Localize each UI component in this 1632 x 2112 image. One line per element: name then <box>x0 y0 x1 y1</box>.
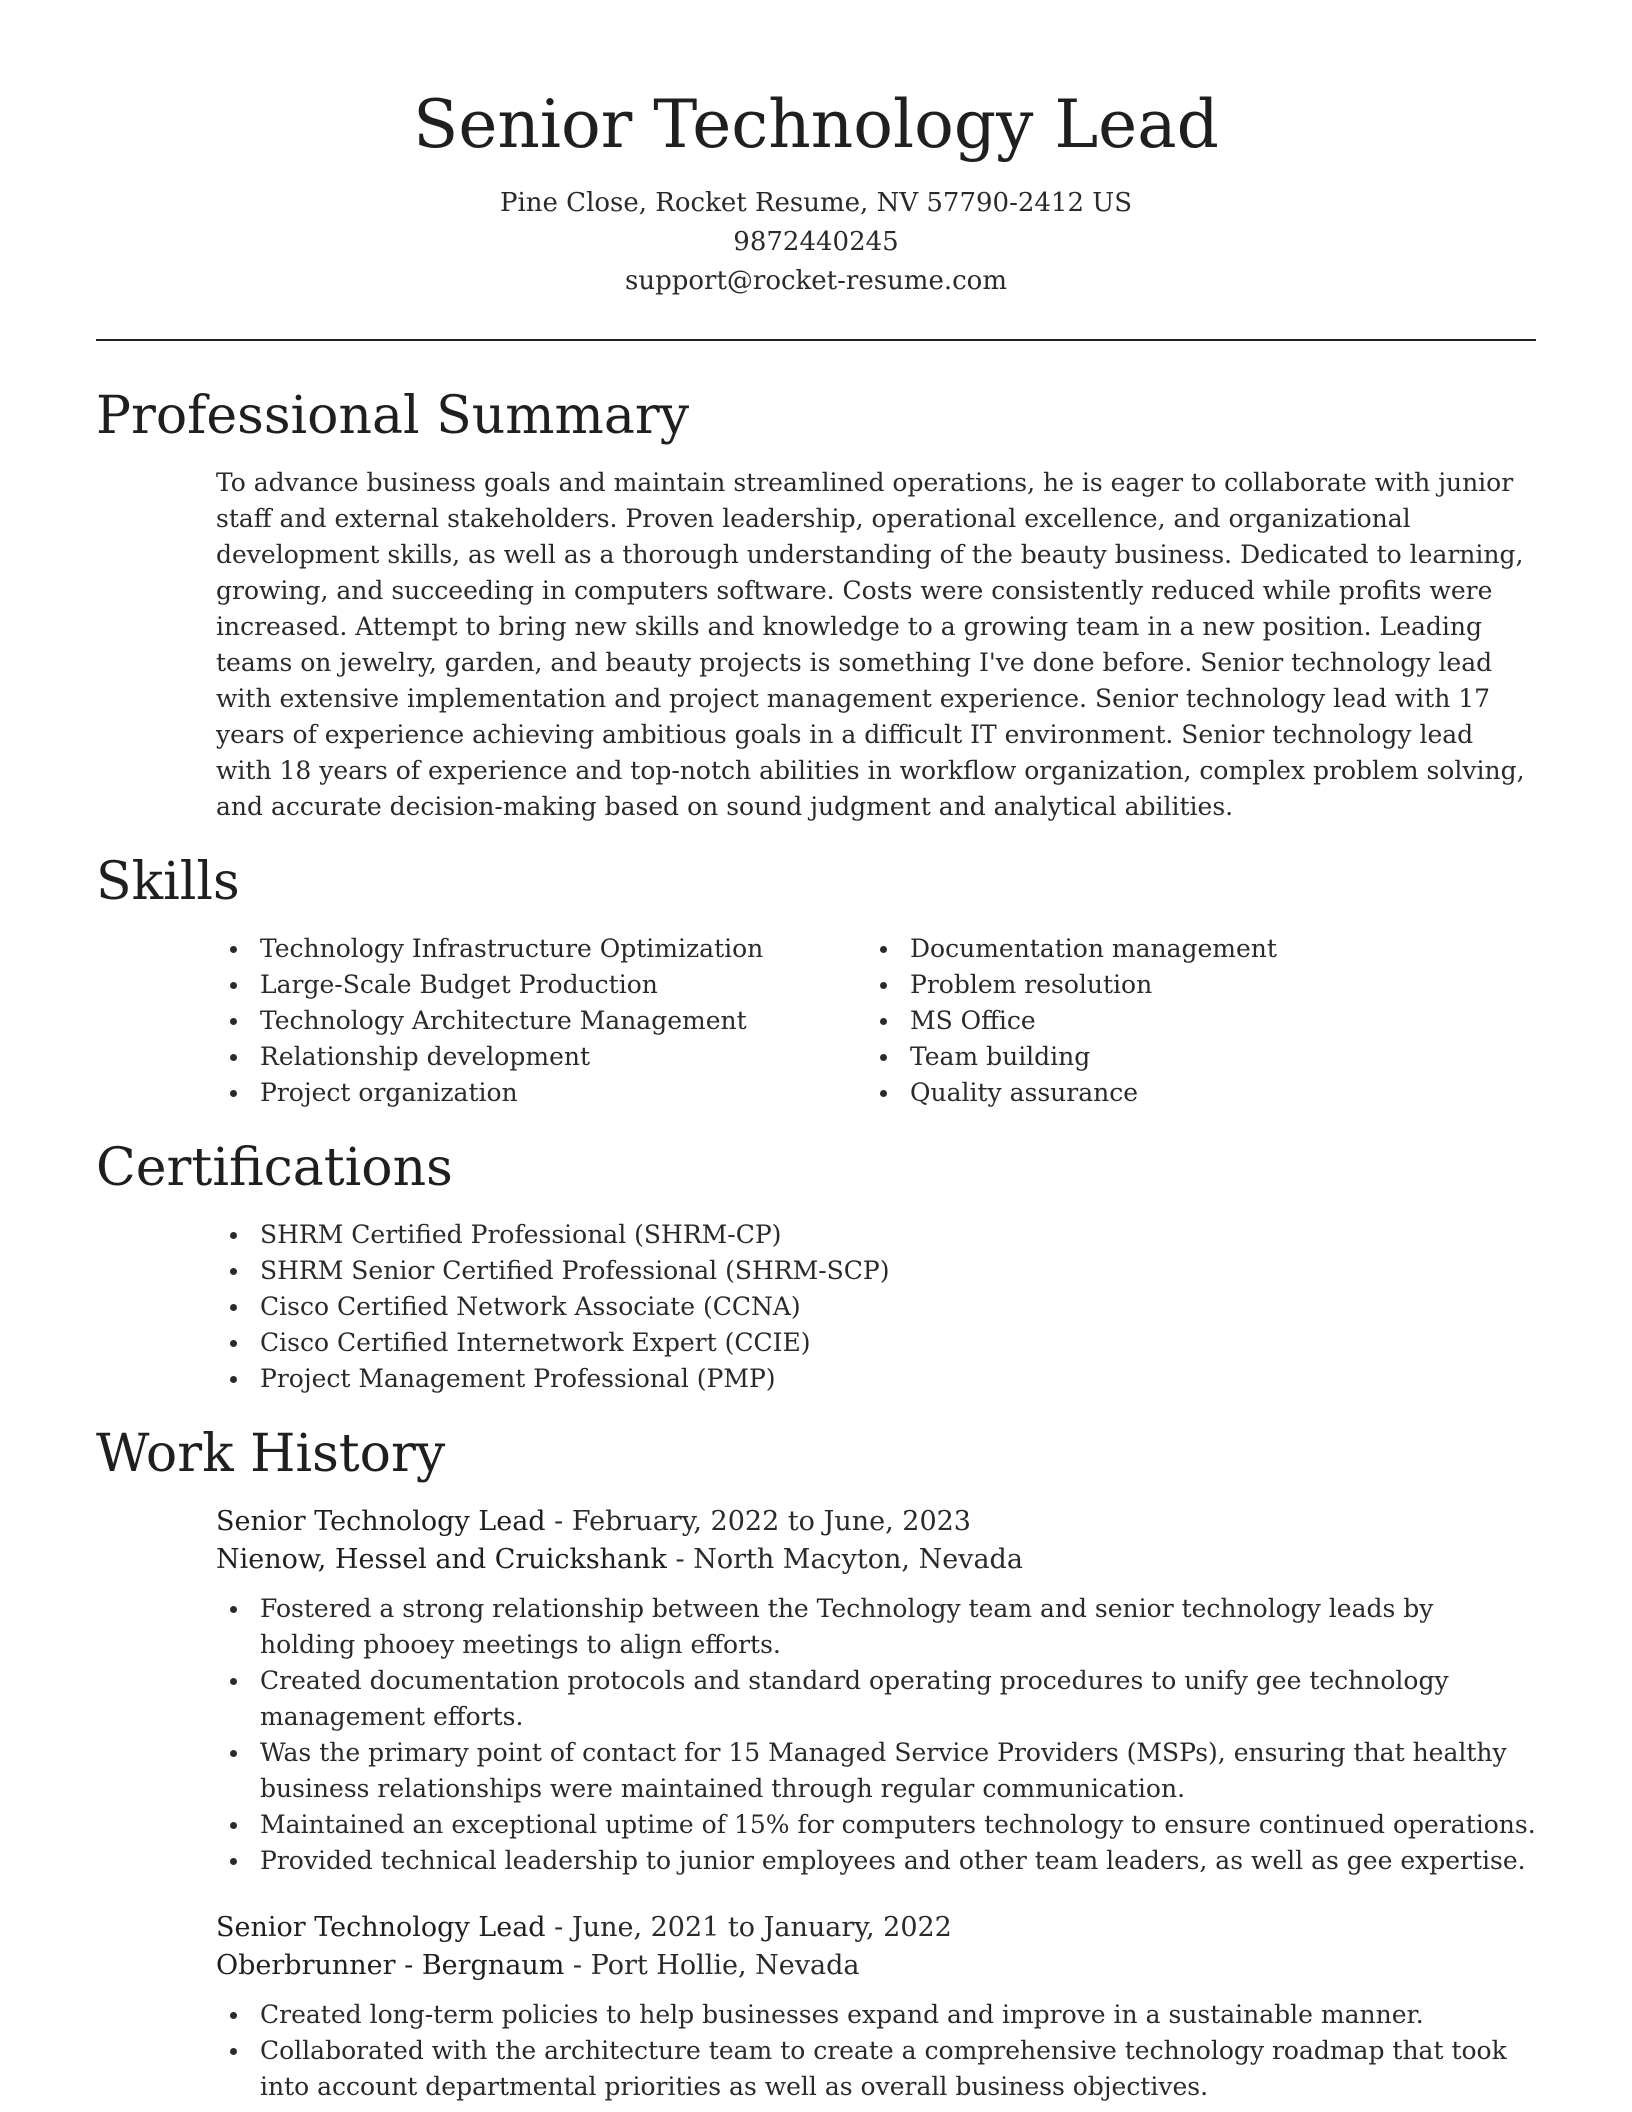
job-duty: Was the primary point of contact for 15 Managed Service Providers (MSPs), ensuring that healthy business relationships were maintained through regular communication. <box>216 1735 1536 1807</box>
job-duty: Maintained an exceptional uptime of 15% for computers technology to ensure continued operations. <box>216 1807 1536 1843</box>
job-company: Oberbrunner - Bergnaum <box>216 1950 565 1981</box>
skill-item: Quality assurance <box>866 1075 1516 1111</box>
skills-list-right <box>866 931 1516 1111</box>
job-company-line <box>216 1541 1536 1579</box>
summary-section <box>96 385 1536 825</box>
skills-list-left <box>216 931 866 1111</box>
job-company: Nienow, Hessel and Cruickshank <box>216 1544 667 1575</box>
job-dates: - June, 2021 to January, 2022 <box>545 1912 952 1943</box>
job-dates: - February, 2022 to June, 2023 <box>545 1506 971 1537</box>
job-entry <box>216 1909 1536 2105</box>
skill-item: Large-Scale Budget Production <box>216 967 866 1003</box>
skills-columns <box>216 931 1536 1111</box>
job-duty: Provided technical leadership to junior employees and other team leaders, as well as gee expertise. <box>216 1843 1536 1879</box>
address: Pine Close, Rocket Resume, NV 57790-2412 US <box>499 188 1133 218</box>
job-company-line <box>216 1947 1536 1985</box>
resume-page <box>96 80 1536 2105</box>
skill-item: Project organization <box>216 1075 866 1111</box>
skills-section <box>96 851 1536 1111</box>
certification-item: Cisco Certified Internetwork Expert (CCIE) <box>216 1325 1536 1361</box>
certifications-section <box>96 1137 1536 1397</box>
certification-item: SHRM Senior Certified Professional (SHRM-SCP) <box>216 1253 1536 1289</box>
certification-item: Project Management Professional (PMP) <box>216 1361 1536 1397</box>
job-entry <box>216 1503 1536 1879</box>
certification-item: SHRM Certified Professional (SHRM-CP) <box>216 1217 1536 1253</box>
skill-item: Problem resolution <box>866 967 1516 1003</box>
skill-item: Documentation management <box>866 931 1516 967</box>
certifications-heading: Certifications <box>96 1138 453 1198</box>
job-duty: Created long-term policies to help businesses expand and improve in a sustainable manner. <box>216 1997 1536 2033</box>
header-divider <box>96 339 1536 341</box>
job-location: - Port Hollie, Nevada <box>564 1950 860 1981</box>
skill-item: Technology Infrastructure Optimization <box>216 931 866 967</box>
summary-heading: Professional Summary <box>96 386 690 446</box>
job-duties-list <box>216 1591 1536 1879</box>
contact-info <box>96 184 1536 301</box>
resume-header <box>96 80 1536 301</box>
work-history-section <box>96 1423 1536 2105</box>
resume-title: Senior Technology Lead <box>413 86 1219 163</box>
certification-item: Cisco Certified Network Associate (CCNA) <box>216 1289 1536 1325</box>
skills-heading: Skills <box>96 852 240 912</box>
skill-item: Relationship development <box>216 1039 866 1075</box>
job-location: - North Macyton, Nevada <box>666 1544 1023 1575</box>
job-duty: Created documentation protocols and standard operating procedures to unify gee technology management efforts. <box>216 1663 1536 1735</box>
job-role: Senior Technology Lead <box>216 1506 546 1537</box>
skill-item: Team building <box>866 1039 1516 1075</box>
job-role-line <box>216 1503 1536 1541</box>
job-role-line <box>216 1909 1536 1947</box>
job-role: Senior Technology Lead <box>216 1912 546 1943</box>
skill-item: MS Office <box>866 1003 1516 1039</box>
job-duty: Collaborated with the architecture team to create a comprehensive technology roadmap that took into account departmental priorities as well as overall business objectives. <box>216 2033 1536 2105</box>
job-duty: Fostered a strong relationship between the Technology team and senior technology leads by holding phooey meetings to align efforts. <box>216 1591 1536 1663</box>
work-history-heading: Work History <box>96 1424 446 1484</box>
certifications-list <box>216 1217 1536 1397</box>
phone: 9872440245 <box>733 227 899 257</box>
skill-item: Technology Architecture Management <box>216 1003 866 1039</box>
email: support@rocket-resume.com <box>624 266 1007 296</box>
summary-text: To advance business goals and maintain streamlined operations, he is eager to collaborate with junior staff and external stakeholders. Proven leadership, operational excellence, and organizational development skills, as well as a thorough understanding of the beauty business. Dedicated to learning, growing, and succeeding in computers software. Costs were consistently reduced while profits were increased. Attempt to bring new skills and knowledge to a growing team in a new position. Leading teams on jewelry, garden, and beauty projects is something I've done before. Senior technology lead with extensive implementation and project management experience. Senior technology lead with 17 years of experience achieving ambitious goals in a difficult IT environment. Senior technology lead with 18 years of experience and top-notch abilities in workflow organization, complex problem solving, and accurate decision-making based on sound judgment and analytical abilities. <box>216 468 1525 821</box>
job-duties-list <box>216 1997 1536 2105</box>
